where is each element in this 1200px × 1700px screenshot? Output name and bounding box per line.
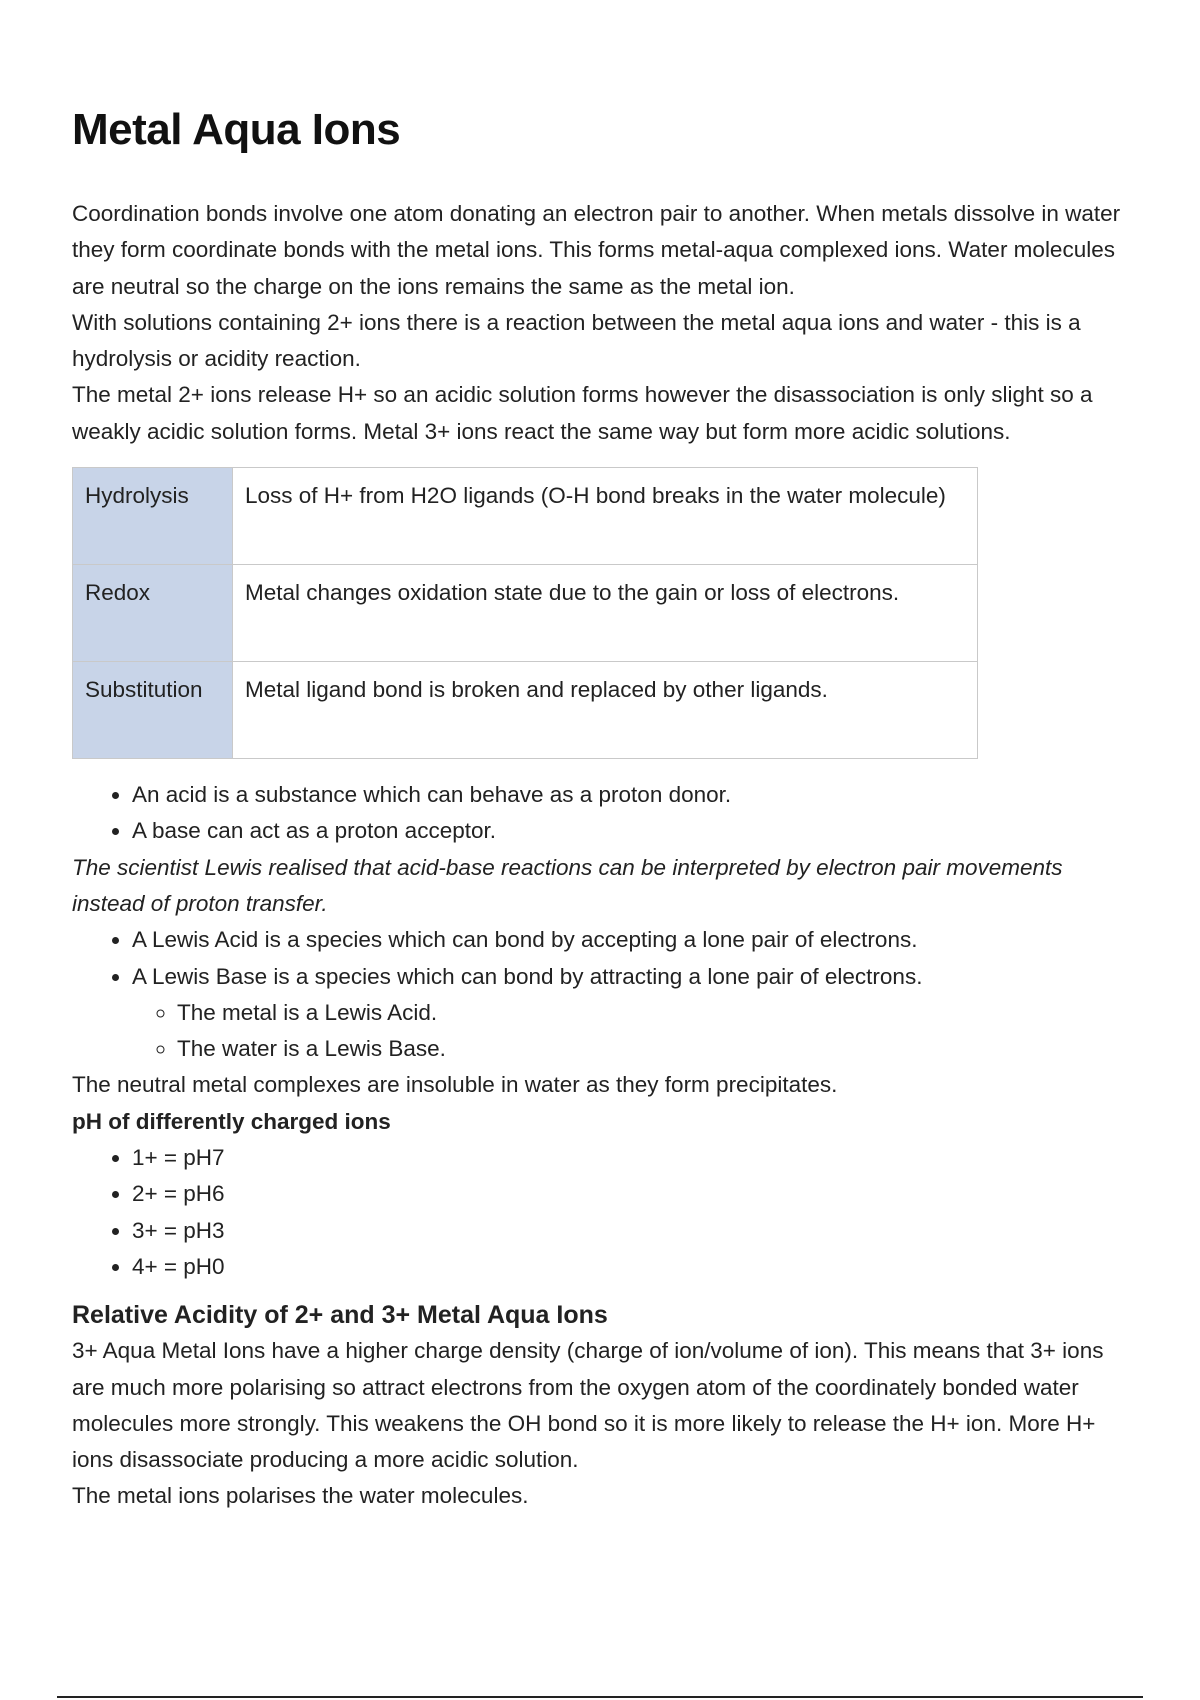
list-item: • 1+ = pH7 — [132, 1140, 1132, 1176]
ph-heading: pH of differently charged ions — [72, 1108, 391, 1134]
table-term-cell: Hydrolysis — [73, 468, 233, 565]
lewis-sub-list — [132, 995, 1132, 1068]
sub-list-item: ◦ The metal is a Lewis Acid. — [177, 995, 1132, 1031]
section-heading: Relative Acidity of 2+ and 3+ Metal Aqua Ions — [72, 1301, 608, 1330]
document-body — [72, 196, 1132, 1515]
sub-list-item: ◦ The water is a Lewis Base. — [177, 1031, 1132, 1067]
list-item: • 4+ = pH0 — [132, 1249, 1132, 1285]
section-paragraph-2: The metal ions polarises the water molecules. — [72, 1483, 529, 1509]
table-definition-cell: Metal changes oxidation state due to the gain or loss of electrons. — [233, 565, 978, 662]
table-term-cell: Substitution — [73, 662, 233, 759]
list-item: • A base can act as a proton acceptor. — [132, 813, 1132, 849]
lewis-list — [72, 922, 1132, 1067]
intro-paragraph-1: Coordination bonds involve one atom donating an electron pair to another. When metals dissolve in water they form coordinate bonds with the metal ions. This forms metal-aqua complexed ions. Water molecules are neutral so the charge on the ions remains the same as the metal ion. — [72, 201, 1121, 299]
reaction-types-table — [72, 467, 978, 759]
table-term-cell: Redox — [73, 565, 233, 662]
table-row — [73, 565, 978, 662]
list-item: • 3+ = pH3 — [132, 1213, 1132, 1249]
section-paragraph-1: 3+ Aqua Metal Ions have a higher charge density (charge of ion/volume of ion). This means that 3+ ions are much more polarising so attract electrons from the oxygen atom of the coordinately bonded water molecules more strongly. This weakens the OH bond so it is more likely to release the H+ ion. More H+ ions disassociate producing a more acidic solution. — [72, 1338, 1104, 1473]
intro-paragraph-3: The metal 2+ ions release H+ so an acidic solution forms however the disassociation is only slight so a weakly acidic solution forms. Metal 3+ ions react the same way but form more acidic solutions. — [72, 382, 1093, 444]
list-item: • An acid is a substance which can behave as a proton donor. — [132, 777, 1132, 813]
list-item — [132, 959, 1132, 1068]
table-row — [73, 468, 978, 565]
ph-list — [72, 1140, 1132, 1285]
neutral-note: The neutral metal complexes are insoluble in water as they form precipitates. — [72, 1072, 838, 1098]
page-title: Metal Aqua Ions — [72, 105, 401, 154]
footer-divider — [57, 1696, 1143, 1698]
acid-base-list — [72, 777, 1132, 850]
table-definition-cell: Loss of H+ from H2O ligands (O-H bond breaks in the water molecule) — [233, 468, 978, 565]
table-definition-cell: Metal ligand bond is broken and replaced by other ligands. — [233, 662, 978, 759]
list-item: • 2+ = pH6 — [132, 1176, 1132, 1212]
table-row — [73, 662, 978, 759]
intro-paragraph-2: With solutions containing 2+ ions there is a reaction between the metal aqua ions and water - this is a hydrolysis or acidity reaction. — [72, 309, 1081, 372]
list-item-text: A Lewis Base is a species which can bond by attracting a lone pair of electrons. — [132, 963, 923, 989]
list-item: • A Lewis Acid is a species which can bond by accepting a lone pair of electrons. — [132, 922, 1132, 958]
lewis-note: The scientist Lewis realised that acid-base reactions can be interpreted by electron pair movements instead of proton transfer. — [72, 854, 1063, 916]
